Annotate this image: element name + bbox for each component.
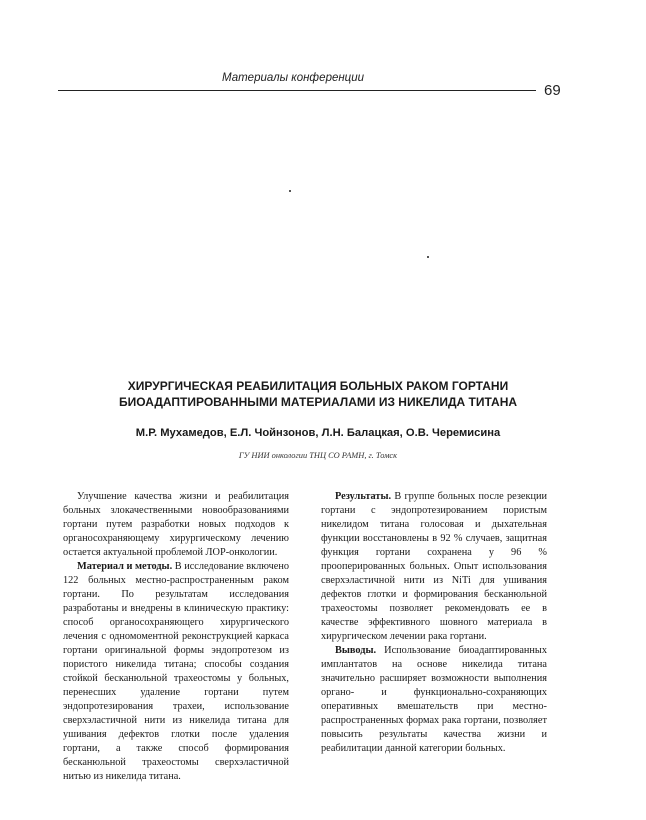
conclusions-text: Использование биоадаптированных имплантатов на основе никелида титана значительно расширяет возможности выполнения органо- и функционально-сохраняющих оперативных вмешательств при местно-распространенных формах рака гортани, позволяет повысить результаты качества жизни и реабилитации данной категории больных.	[321, 645, 547, 754]
scan-speck	[289, 190, 291, 192]
authors: М.Р. Мухамедов, Е.Л. Чойнзонов, Л.Н. Балацкая, О.В. Черемисина	[135, 427, 501, 439]
title-line: ХИРУРГИЧЕСКАЯ РЕАБИЛИТАЦИЯ БОЛЬНЫХ РАКОМ ГОРТАНИ	[127, 379, 509, 393]
scan-speck	[427, 256, 429, 258]
conclusions-paragraph	[321, 644, 547, 756]
methods-paragraph	[63, 560, 289, 784]
methods-heading: Материал и методы.	[77, 561, 173, 572]
article-title	[60, 378, 576, 410]
title-line: БИОАДАПТИРОВАННЫМИ МАТЕРИАЛАМИ ИЗ НИКЕЛИДА ТИТАНА	[118, 395, 518, 409]
page-number: 69	[544, 82, 561, 99]
results-text: В группе больных после резекции гортани с эндопротезированием пористым никелидом титана голосовая и дыхательная функции восстановлены в 92 % случаев, защитная функция гортани сохранена у 96 % прооперированных больных. Опыт использования сверхэластичной нити из NiTi для ушивания дефектов глотки и формирования бесканюльной трахеостомы позволяет рекомендовать ее в качестве эффективного шовного материала в хирургическом лечении рака гортани.	[321, 491, 547, 642]
right-column	[321, 490, 547, 756]
results-paragraph	[321, 490, 547, 644]
methods-text: В исследование включено 122 больных местно-распространенным раком гортани. По результатам исследования разработаны и внедрены в клиническую практику: способ органосохраняющего хирургического лечения с одномоментной реконструкцией каркаса гортани оригинальной формы эндопротезом из пористого никелида титана; способы создания стойкой бесканюльной трахеостомы у больных, перенесших удаление гортани путем эндопротезирования трахеи, использование сверхэластичной нити из никелида титана для ушивания дефектов глотки после удаления гортани, а также способ формирования бесканюльной трахеостомы сверхэластичной нитью из никелида титана.	[63, 561, 289, 782]
header-rule	[58, 90, 536, 91]
left-column	[63, 490, 289, 784]
intro-paragraph: Улучшение качества жизни и реабилитация больных злокачественными новообразованиями гортани путем разработки новых подходов к органосохраняющему хирургическому лечению остается актуальной проблемой ЛОР-онкологии.	[63, 491, 289, 558]
affiliation: ГУ НИИ онкологии ТНЦ СО РАМН, г. Томск	[238, 451, 398, 460]
conclusions-heading: Выводы.	[335, 645, 377, 656]
running-head: Материалы конференции	[222, 72, 365, 84]
results-heading: Результаты.	[335, 491, 392, 502]
